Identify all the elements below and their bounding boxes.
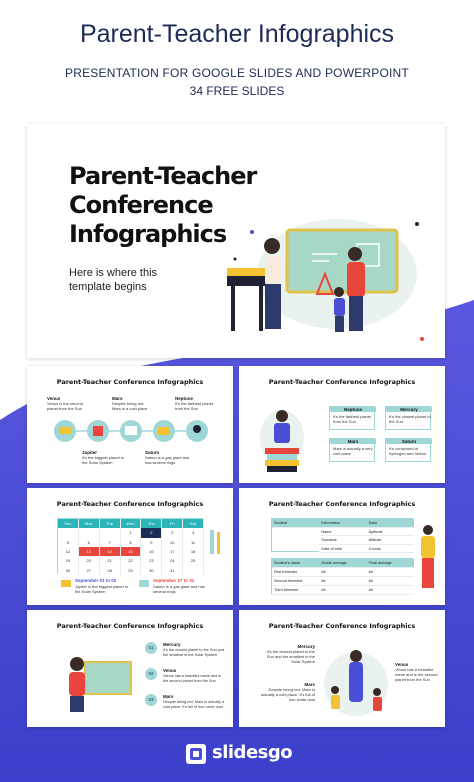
calendar-day-cell: 31 (162, 566, 183, 575)
page-title: Parent-Teacher Infographics (79, 20, 395, 48)
calendar-day-cell: 5 (58, 538, 79, 547)
calendar-day-cell: 12 (58, 547, 79, 556)
table-header-cell: Final average (367, 559, 414, 568)
step-number-badge: 01 (145, 642, 157, 654)
calendar-day-cell: 21 (100, 556, 121, 565)
table-header-cell: Grade average (319, 559, 366, 568)
step-title: Venus (163, 668, 177, 673)
calendar-day-header: Sun (58, 519, 79, 528)
student-illustration (415, 522, 441, 592)
teacher-board-illustration (57, 644, 137, 714)
teacher-students-illustration (319, 640, 393, 722)
calendar-day-cell (183, 566, 204, 575)
timeline-icons (47, 418, 217, 444)
calendar-day-cell: 23 (141, 556, 162, 565)
steps-list (145, 642, 227, 722)
step-title: Mars (163, 694, 174, 699)
calendar-day-cell: 18 (183, 547, 204, 556)
calendar-day-cell: 2 (141, 528, 162, 537)
table-header-cell: Information (319, 519, 366, 528)
hero-title: Parent-Teacher Conference Infographics (69, 162, 257, 248)
slide-title: Parent-Teacher Conference Infographics (268, 500, 416, 508)
calendar-day-cell: 16 (141, 547, 162, 556)
teacher-parent-illustration (217, 204, 437, 349)
calendar-day-header: Tue (100, 519, 121, 528)
calendar-day-cell: 4 (183, 528, 204, 537)
calendar-day-cell: 9 (141, 538, 162, 547)
table-cell: ## (367, 568, 414, 577)
slide-thumbnail-3[interactable]: Parent-Teacher Conference Infographics Sun Mon Tue Wed Thu Fri Sat 1 2 3 4 5 6 7 8 9 10 11 12 13 14 15 16 17 18 19 20 21 22 23 24 25 26 27 28 29 30 31 September 01 to 02 Jupiter is the biggest planet in the Solar System September 27 to 31 Saturn is a gas giant and has several rings (27, 488, 233, 605)
student-info-table (271, 518, 413, 552)
calendar-day-header: Mon (79, 519, 100, 528)
reading-kid-illustration (257, 398, 307, 476)
table-header-cell: Data (367, 519, 414, 528)
calendar-day-cell: 8 (121, 538, 142, 547)
slide-title: Parent-Teacher Conference Infographics (56, 622, 204, 630)
calendar-day-cell: 29 (121, 566, 142, 575)
table-cell: Date of birth (319, 545, 366, 554)
slide-thumbnail-1[interactable] (27, 366, 233, 483)
calendar-day-cell: 19 (58, 556, 79, 565)
hero-slide[interactable] (27, 124, 445, 358)
table-cell: Attitude (367, 536, 414, 545)
slide-title: Parent-Teacher Conference Infographics (56, 378, 204, 386)
calendar-day-cell: 3 (162, 528, 183, 537)
pencil-ruler-icon (207, 528, 225, 558)
neptune-block: Neptune It's the farthest planet from the Sun (175, 396, 214, 411)
brand-name: slidesgo (212, 742, 293, 763)
table-cell: Second trimester (272, 577, 319, 586)
step-text: It's the closest planet to the Sun and the smallest in the Solar System (163, 648, 225, 657)
calendar-day-header: Thu (141, 519, 162, 528)
mars-block: Mars Despite being red, Mars is actually a cold place. It's full of iron oxide dust (261, 682, 315, 702)
step-number-badge: 03 (145, 694, 157, 706)
table-cell: Aptitude (367, 528, 414, 537)
mercury-box: Mercury It's the closest planet to the Sun (385, 406, 431, 430)
step-text: Despite being red, Mars is actually a cold place. It's full of iron oxide dust (163, 700, 225, 709)
mars-block: Mars Despite being red, Mars is a cold place (112, 396, 148, 411)
table-header-cell: Student (272, 519, 319, 528)
table-cell: Course (367, 545, 414, 554)
calendar-day-cell: 22 (121, 556, 142, 565)
jupiter-block: Jupiter It's the biggest planet in the Solar System (82, 450, 124, 465)
table-cell: ## (367, 586, 414, 595)
calendar-day-header: Fri (162, 519, 183, 528)
calendar-day-cell: 27 (79, 566, 100, 575)
calendar-day-cell: 13 (79, 547, 100, 556)
calendar-day-cell: 26 (58, 566, 79, 575)
saturn-box: Saturn It's composed of hydrogen and helium (385, 438, 431, 462)
calendar-day-cell: 11 (183, 538, 204, 547)
table-cell: First trimester (272, 568, 319, 577)
calendar-day-cell: 1 (121, 528, 142, 537)
calendar-day-cell: 24 (162, 556, 183, 565)
calendar-day-cell: 6 (79, 538, 100, 547)
calendar-day-cell: 10 (162, 538, 183, 547)
calendar-day-cell (100, 528, 121, 537)
grade-table (271, 558, 413, 594)
slide-title: Parent-Teacher Conference Infographics (268, 622, 416, 630)
slide-thumbnail-2[interactable] (239, 366, 445, 483)
table-cell: ## (319, 568, 366, 577)
calendar-day-cell (79, 528, 100, 537)
calendar-day-cell: 17 (162, 547, 183, 556)
table-cell: Surname (319, 536, 366, 545)
calendar-day-cell (58, 528, 79, 537)
slide-thumbnail-4[interactable] (239, 488, 445, 605)
calendar-day-cell: 15 (121, 547, 142, 556)
saturn-block: Saturn Saturn is a gas giant and has several rings (145, 450, 190, 465)
mercury-block: Mercury It's the closest planet to the Sun and the smallest in the Solar System (266, 644, 315, 664)
calendar-day-cell: 20 (79, 556, 100, 565)
slide-thumbnail-5[interactable] (27, 610, 233, 727)
calendar-day-cell: 7 (100, 538, 121, 547)
slide-title: Parent-Teacher Conference Infographics (56, 500, 204, 508)
table-cell: ## (319, 577, 366, 586)
calendar-day-cell: 30 (141, 566, 162, 575)
calendar-day-header: Wed (121, 519, 142, 528)
table-cell: Name (319, 528, 366, 537)
calendar-day-cell: 14 (100, 547, 121, 556)
table-header-cell: Student's name (272, 559, 319, 568)
calendar-day-cell: 25 (183, 556, 204, 565)
neptune-box: Neptune It's the farthest planet from the Sun (329, 406, 375, 430)
table-cell: ## (367, 577, 414, 586)
hero-subtitle: Here is where this template begins (69, 267, 158, 293)
mars-box: Mars Mars is actually a very cold place (329, 438, 375, 462)
calendar (57, 518, 203, 574)
step-text: Venus has a beautiful name and is the second planet from the Sun (163, 674, 222, 683)
table-cell: ## (319, 586, 366, 595)
slides-count: 34 FREE SLIDES (189, 84, 285, 98)
page-subtitle: PRESENTATION FOR GOOGLE SLIDES AND POWERPOINT (65, 66, 409, 80)
table-cell: Third trimester (272, 586, 319, 595)
venus-block: Venus Venus has a beautiful name and is the second planet from the Sun (395, 662, 438, 682)
venus-block: Venus Venus is the second planet from the Sun (47, 396, 83, 411)
step-number-badge: 02 (145, 668, 157, 680)
calendar-day-cell: 28 (100, 566, 121, 575)
slide-thumbnail-6[interactable] (239, 610, 445, 727)
step-title: Mercury (163, 642, 181, 647)
calendar-day-header: Sat (183, 519, 204, 528)
slide-title: Parent-Teacher Conference Infographics (268, 378, 416, 386)
